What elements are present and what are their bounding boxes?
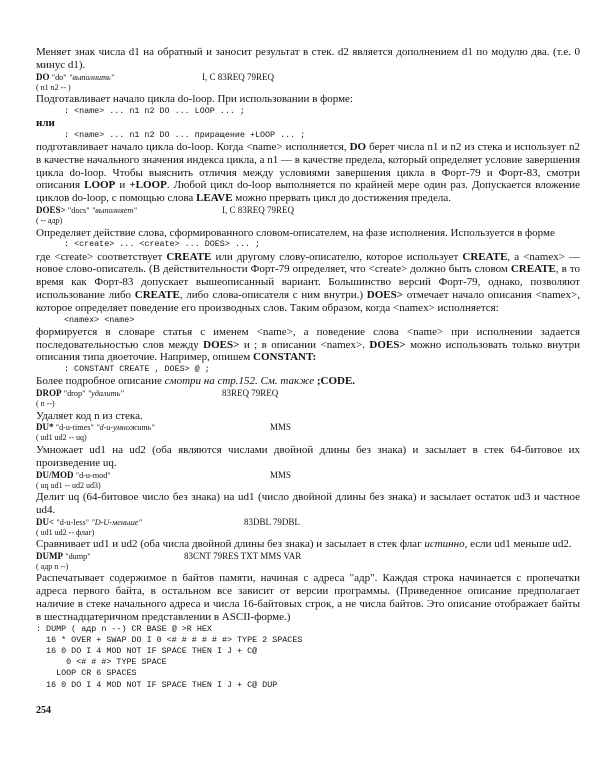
code-line: : <create> ... <create> ... DOES> ... ; (64, 239, 261, 250)
code-line: LOOP CR 6 SPACES (36, 668, 137, 679)
does-paragraph-2: где <create> соответствует CREATE или другому слову-описателю, которое использует CREATE, а <namex> — новое слово-описатель. (В действительности Форт-79 определяет, что <create> должно быть словом CREATE, в то время как Форт-83 допускает вышеописанный вариант. Большинство версий Форт-79, однако, позволяют использование либо CREATE, либо слова-описателя с ним внутри.) DOES> отмечает начало описания <namex>, которое определяет поведение его производных слов. Таким образом, когда <namex> исполняется: (36, 250, 581, 314)
entry-pronunciation: "d-u-умножить" (96, 423, 155, 433)
entry-quote: "drop" (63, 389, 86, 399)
intro-paragraph: Меняет знак числа d1 на обратный и заносит результат в стек. d2 является дополнением d1 по модулю два. (т.е. 0 минус d1). (36, 46, 580, 71)
does-paragraph-3: формируется в словаре статья с именем <name>, а поведение слова <name> при исполнении задается последовательностью слов между DOES> и ; в описании <namex>. DOES> можно использовать только внутри описания типа двоеточие. Например, опишем CONSTANT: (36, 325, 580, 364)
code-line: : DUMP ( адр n --) CR BASE @ >R HEX (36, 623, 212, 634)
stack-diagram: ( n --) (36, 399, 55, 409)
entry-name: DU< (36, 516, 55, 527)
code-line: : <name> ... n1 n2 DO ... LOOP ... ; (64, 105, 245, 116)
stack-diagram: ( -- адр) (36, 216, 63, 226)
dustar-paragraph: Умножает ud1 на ud2 (оба являются числами двойной длины без знака) и засылает в стек 64-битовое их произведение uq. (36, 443, 580, 469)
entry-attributes: I, C 83REQ 79REQ (222, 205, 294, 216)
drop-paragraph: Удаляет код n из стека. (36, 409, 143, 422)
dumod-paragraph: Делит uq (64-битовое число без знака) на ud1 (число двойной длины без знака) и засылает остаток ud3 и частное ud4. (36, 491, 580, 516)
entry-attributes: 83DBL 79DBL (244, 516, 300, 527)
entry-quote: "docs" (67, 206, 90, 216)
entry-name: DOES> (36, 205, 66, 216)
entry-pronunciation: "выполняет" (91, 206, 137, 216)
entry-quote: "d-u-mod" (75, 470, 111, 480)
stack-diagram: ( uq ud1 -- ud2 ud3) (36, 480, 101, 490)
entry-name: DROP (36, 388, 62, 399)
dump-code-block (36, 624, 580, 691)
stack-diagram: ( адр n --) (36, 561, 69, 571)
code-line: 16 * OVER + SWAP DO I 0 <# # # # # #> TYPE 2 SPACES (36, 634, 303, 645)
code-line: : <name> ... n1 n2 DO ... приращение +LOOP ... ; (64, 129, 306, 140)
entry-header-dumod (36, 470, 580, 481)
entry-header-drop (36, 388, 580, 399)
code-line: 16 0 DO I 4 MOD NOT IF SPACE THEN I J + C@ DUP (36, 679, 278, 690)
entry-quote: "d-u-times" (55, 423, 94, 433)
entry-pronunciation: "D-U-меньше" (91, 517, 142, 527)
page-content (36, 46, 580, 691)
entry-pronunciation: "выполнить" (68, 72, 115, 82)
dump-paragraph: Распечатывает содержимое n байтов памяти, начиная с адреса "адр". Каждая строка начинается с пропечатки адреса первого байта, в остальном все зависит от версии программы. (Приведенное описание предполагает наличие в стеке начального адреса и числа 16-байтовых строк, а не числа байтов. Это описание отображает байты в шестнадцатеричном представлении в ASCII-форме.) (36, 572, 580, 623)
code-line: 0 <# # #> TYPE SPACE (36, 657, 167, 668)
entry-name: DU* (36, 422, 54, 433)
stack-diagram: ( ud1 ud2 -- флаг) (36, 527, 95, 537)
entry-header-does (36, 205, 580, 216)
entry-header-dustar (36, 422, 580, 433)
entry-quote: "dump" (65, 551, 91, 561)
does-paragraph-4: Более подробное описание смотри на стр.152. См. также ;CODE. (36, 375, 356, 388)
entry-attributes: MMS (270, 422, 292, 433)
duless-paragraph: Сравнивает ud1 и ud2 (оба числа двойной длины без знака) и засылает в стек флаг истинно, если ud1 меньше ud2. (36, 538, 572, 551)
entry-name: DO (36, 71, 50, 82)
page-number: 254 (36, 705, 51, 716)
entry-header-duless (36, 517, 580, 528)
entry-name: DU/MOD (36, 469, 74, 480)
code-line: : CONSTANT CREATE , DOES> @ ; (64, 364, 210, 375)
entry-attributes: MMS (270, 469, 292, 480)
do-paragraph-1: Подготавливает начало цикла do-loop. При использовании в форме: (36, 93, 353, 106)
entry-header-do (36, 72, 580, 83)
code-line: 16 0 DO I 4 MOD NOT IF SPACE THEN I J + C@ (36, 646, 258, 657)
do-paragraph-2: подготавливает начало цикла do-loop. Когда <name> исполняется, DO берет числа n1 и n2 из стека и использует n2 в качестве начального значения индекса цикла, а n1 — в качестве предела, который определяет условие завершения цикла do-loop. Чтобы выяснить отличия между условиями завершения цикла в Форт-79 и Форт-83, смотри описания LOOP и +LOOP. Любой цикл do-loop выполняется по крайней мере один раз. Допускается вложение циклов do-loop, с помощью слова LEAVE можно прервать цикл до достижения предела. (36, 141, 580, 205)
stack-diagram: ( ud1 ud2 -- uq) (36, 433, 87, 443)
entry-attributes: 83REQ 79REQ (222, 388, 279, 399)
or-word: или (36, 117, 55, 130)
code-line: <namex> <name> (64, 314, 135, 325)
entry-quote: "d-u-less" (56, 517, 89, 527)
entry-attributes: 83CNT 79RES TXT MMS VAR (184, 550, 302, 561)
entry-attributes: I, C 83REQ 79REQ (202, 71, 274, 82)
entry-quote: "do" (51, 72, 67, 82)
entry-name: DUMP (36, 550, 63, 561)
entry-pronunciation: "удалить" (87, 389, 124, 399)
entry-header-dump (36, 551, 580, 562)
stack-diagram: ( n1 n2 -- ) (36, 82, 71, 92)
does-paragraph-1: Определяет действие слова, сформированного словом-описателем, на фазе исполнения. Используется в форме (36, 226, 555, 239)
